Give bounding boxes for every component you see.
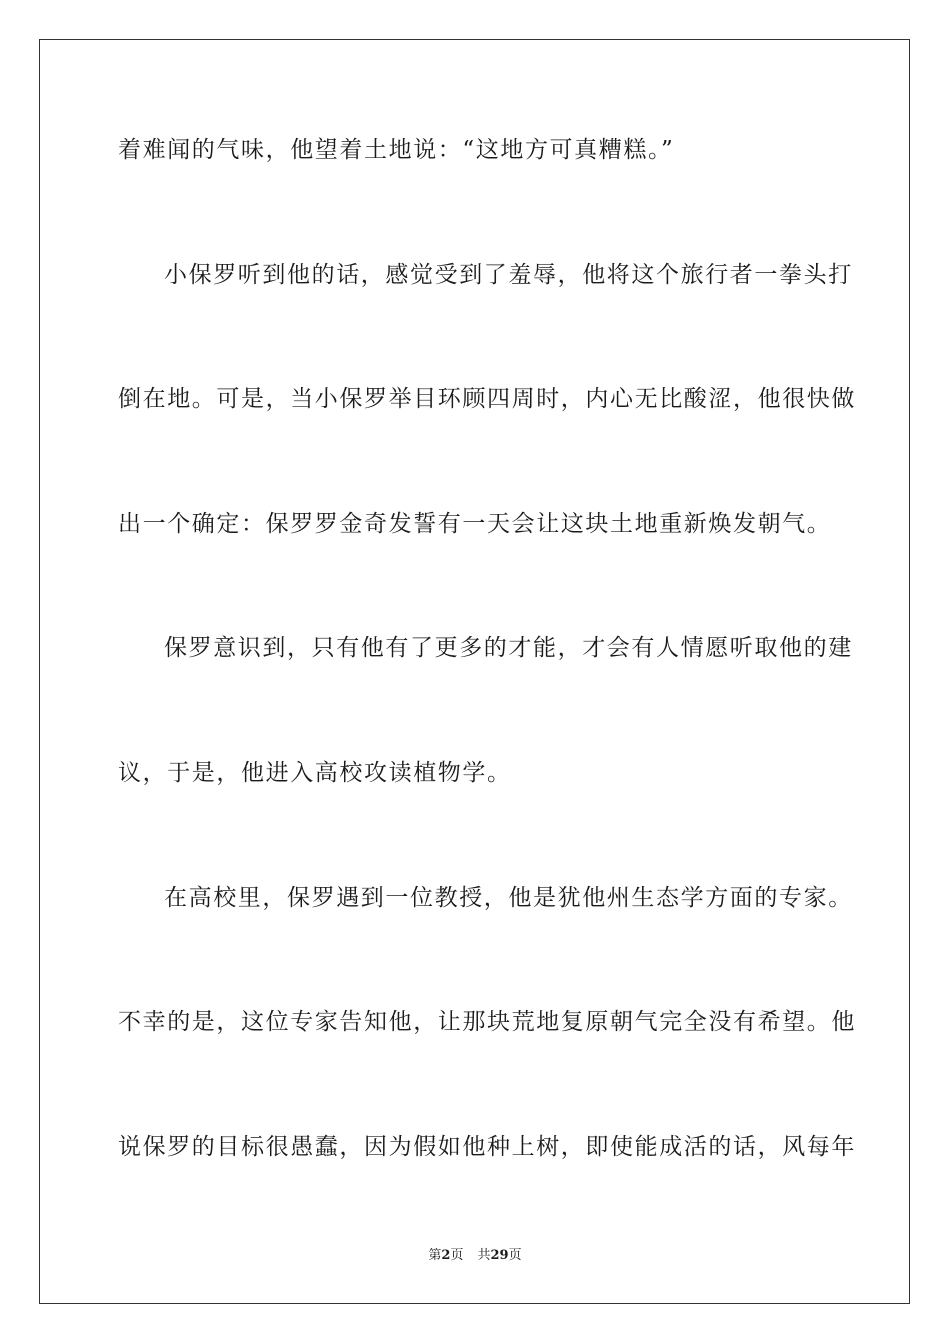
text-line-2: 小保罗听到他的话，感觉受到了羞辱，他将这个旅行者一拳头打 bbox=[164, 262, 853, 288]
text-line-4: 出一个确定：保罗罗金奇发誓有一天会让这块土地重新焕发朝气。 bbox=[118, 511, 832, 537]
text-line-6: 议，于是，他进入高校攻读植物学。 bbox=[118, 760, 512, 786]
text-line-7: 在高校里，保罗遇到一位教授，他是犹他州生态学方面的专家。 bbox=[164, 885, 853, 911]
text-line-9: 说保罗的目标很愚蠢，因为假如他种上树，即使能成活的话，风每年 bbox=[118, 1134, 856, 1160]
text-line-1: 着难闻的气味，他望着土地说：“这地方可真糟糕。” bbox=[118, 137, 675, 163]
text-line-3: 倒在地。可是，当小保罗举目环顾四周时，内心无比酸涩，他很快做 bbox=[118, 386, 856, 412]
text-line-5: 保罗意识到，只有他有了更多的才能，才会有人情愿听取他的建 bbox=[164, 635, 853, 661]
page-footer bbox=[0, 1247, 950, 1265]
page-number: 2 bbox=[441, 1248, 451, 1263]
total-pages: 29 bbox=[490, 1248, 509, 1263]
total-suffix: 页 bbox=[508, 1248, 522, 1263]
text-line-8: 不幸的是，这位专家告知他，让那块荒地复原朝气完全没有希望。他 bbox=[118, 1009, 856, 1035]
page-border bbox=[39, 39, 910, 1304]
total-prefix: 共 bbox=[477, 1248, 491, 1263]
page-suffix: 页 bbox=[450, 1248, 464, 1263]
page-prefix: 第 bbox=[428, 1248, 442, 1263]
